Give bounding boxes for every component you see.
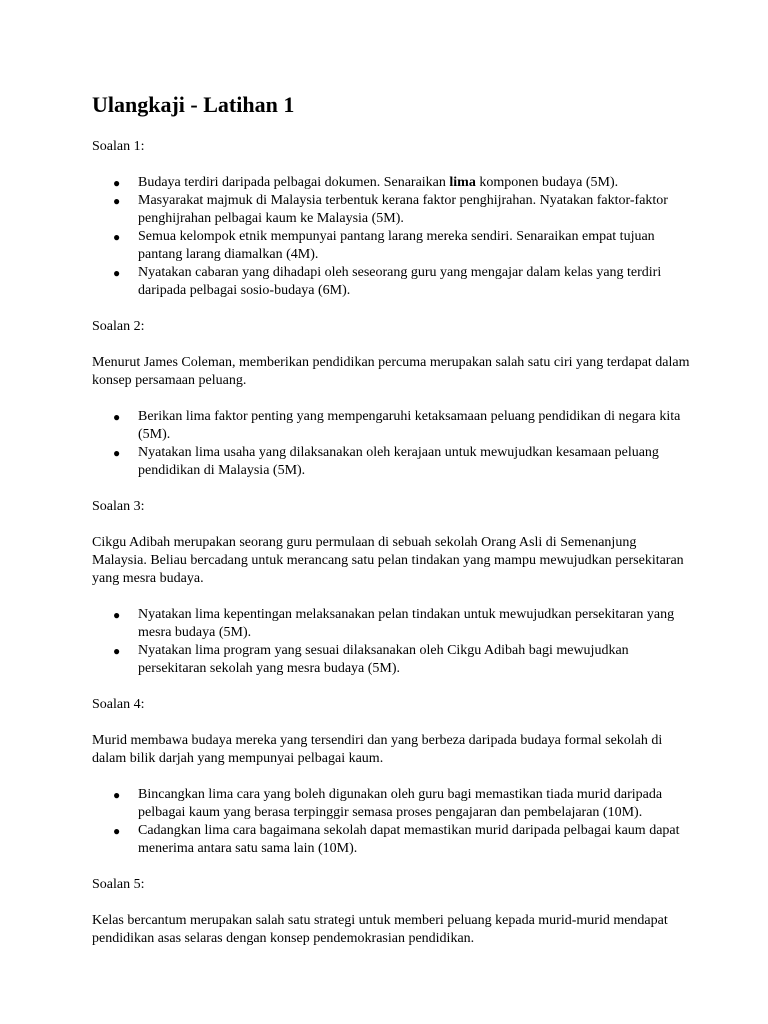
bullet-icon: ● (113, 446, 121, 460)
item-text: Budaya terdiri daripada pelbagai dokumen. Senaraikan (138, 175, 450, 190)
item-text: Berikan lima faktor penting yang mempengaruhi ketaksamaan peluang pendidikan di negara kita (5M). (138, 409, 681, 442)
question-item (92, 264, 692, 300)
item-text: Nyatakan cabaran yang dihadapi oleh seseorang guru yang mengajar dalam kelas yang terdiri daripada pelbagai sosio-budaya (6M). (138, 265, 662, 298)
document-page (92, 92, 692, 966)
question-list (92, 786, 692, 858)
item-text: Bincangkan lima cara yang boleh digunakan oleh guru bagi memastikan tiada murid daripada pelbagai kaum yang berasa terpinggir semasa proses pengajaran dan pembelajaran (10M). (138, 787, 663, 820)
bullet-icon: ● (113, 788, 121, 802)
bullet-icon: ● (113, 266, 121, 280)
question-label: Soalan 5: (92, 877, 145, 892)
item-text: Masyarakat majmuk di Malaysia terbentuk kerana faktor penghijrahan. Nyatakan faktor-faktor penghijrahan pelbagai kaum ke Malaysia (5M). (138, 193, 668, 226)
question-section (92, 498, 692, 678)
question-section (92, 138, 692, 300)
question-item (92, 408, 692, 444)
question-item (92, 444, 692, 480)
item-text: Nyatakan lima kepentingan melaksanakan pelan tindakan untuk mewujudkan persekitaran yang mesra budaya (5M). (138, 607, 675, 640)
question-item (92, 606, 692, 642)
question-item (92, 822, 692, 858)
question-intro: Cikgu Adibah merupakan seorang guru permulaan di sebuah sekolah Orang Asli di Semenanjung Malaysia. Beliau bercadang untuk merancang satu pelan tindakan yang mampu mewujudkan persekitaran yang mesra budaya. (92, 535, 684, 586)
bullet-icon: ● (113, 194, 121, 208)
bullet-icon: ● (113, 608, 121, 622)
question-list (92, 174, 692, 300)
item-text: Nyatakan lima program yang sesuai dilaksanakan oleh Cikgu Adibah bagi mewujudkan persekitaran sekolah yang mesra budaya (5M). (138, 643, 629, 676)
question-item (92, 192, 692, 228)
question-section (92, 318, 692, 480)
question-label: Soalan 2: (92, 319, 145, 334)
question-label: Soalan 4: (92, 697, 145, 712)
item-text: Nyatakan lima usaha yang dilaksanakan oleh kerajaan untuk mewujudkan kesamaan peluang pendidikan di Malaysia (5M). (138, 445, 659, 478)
question-item (92, 174, 692, 192)
question-sections (92, 138, 692, 948)
question-label: Soalan 3: (92, 499, 145, 514)
item-text: Cadangkan lima cara bagaimana sekolah dapat memastikan murid daripada pelbagai kaum dapat menerima antara satu sama lain (10M). (138, 823, 680, 856)
item-text: Semua kelompok etnik mempunyai pantang larang mereka sendiri. Senaraikan empat tujuan pantang larang diamalkan (4M). (138, 229, 655, 262)
question-label: Soalan 1: (92, 139, 145, 154)
question-list (92, 408, 692, 480)
bullet-icon: ● (113, 644, 121, 658)
question-item (92, 642, 692, 678)
question-intro: Menurut James Coleman, memberikan pendidikan percuma merupakan salah satu ciri yang terdapat dalam konsep persamaan peluang. (92, 355, 690, 388)
question-intro: Murid membawa budaya mereka yang tersendiri dan yang berbeza daripada budaya formal sekolah di dalam bilik darjah yang mempunyai pelbagai kaum. (92, 733, 663, 766)
item-emphasis: lima (449, 175, 476, 190)
item-text-end: komponen budaya (5M). (475, 175, 619, 190)
question-section (92, 876, 692, 948)
question-item (92, 786, 692, 822)
page-title: Ulangkaji - Latihan 1 (92, 92, 295, 117)
bullet-icon: ● (113, 230, 121, 244)
question-item (92, 228, 692, 264)
question-section (92, 696, 692, 858)
question-list (92, 606, 692, 678)
bullet-icon: ● (113, 410, 121, 424)
question-intro: Kelas bercantum merupakan salah satu strategi untuk memberi peluang kepada murid-murid mendapat pendidikan asas selaras dengan konsep pendemokrasian pendidikan. (92, 913, 668, 946)
bullet-icon: ● (113, 176, 121, 190)
bullet-icon: ● (113, 824, 121, 838)
